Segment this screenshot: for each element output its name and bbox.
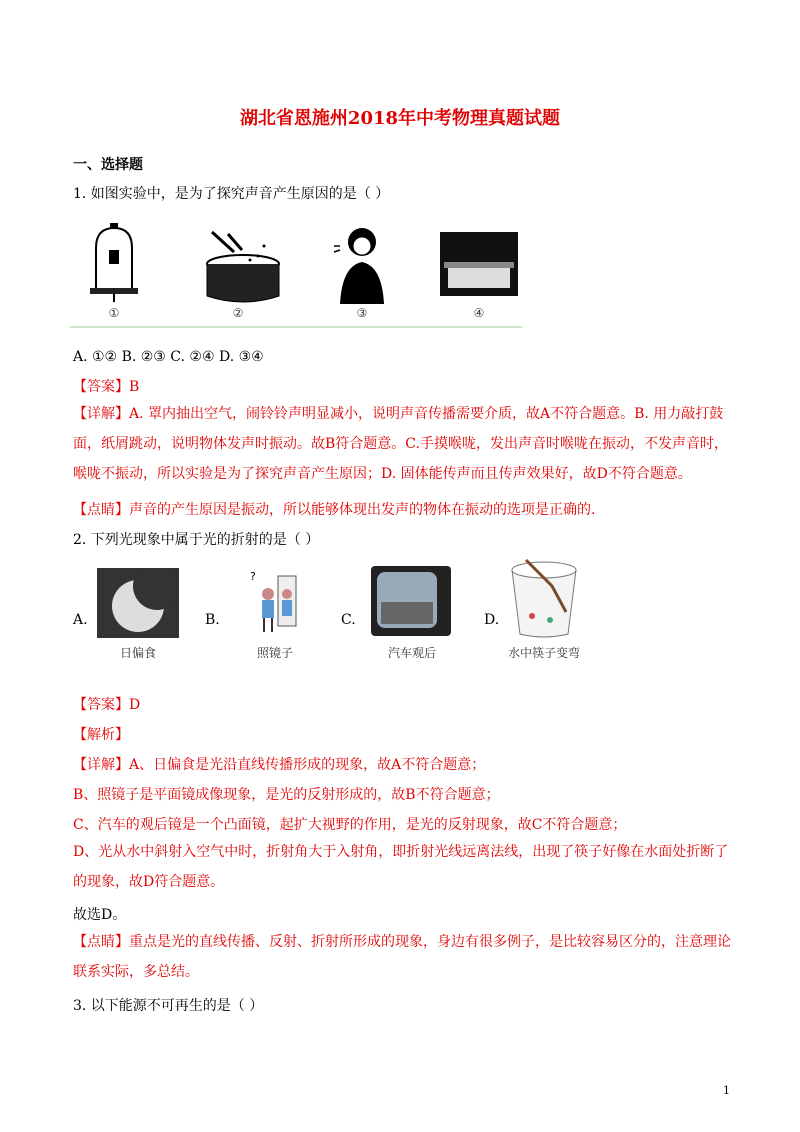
q1-stem: 1. 如图实验中，是为了探究声音产生原因的是（ ） bbox=[73, 186, 390, 202]
mirror-image bbox=[248, 568, 302, 640]
eclipse-image bbox=[97, 568, 179, 638]
section-heading: 一、选择题 bbox=[73, 157, 143, 173]
fig-label-1: ① bbox=[108, 306, 120, 320]
page-number: 1 bbox=[723, 1084, 730, 1097]
page-title: 湖北省恩施州2018年中考物理真题试题 bbox=[239, 108, 561, 129]
q2-comment: 【点睛】重点是光的直线传播、反射、折射所形成的现象，身边有很多例子，是比较容易区分的，注意理论联系实际，多总结。 bbox=[73, 934, 731, 980]
q1-answer: 【答案】B bbox=[73, 379, 140, 395]
q2-detail-b: B、照镜子是平面镜成像现象，是光的反射形成的，故B不符合题意； bbox=[73, 787, 500, 803]
q2-option-d: D. bbox=[484, 612, 500, 628]
rearview-mirror-image bbox=[371, 566, 451, 636]
q2-choice: 故选D。 bbox=[73, 907, 127, 923]
caption-mirror: 照镜子 bbox=[256, 646, 293, 660]
q2-detail-c: C、汽车的观后镜是一个凸面镜，起扩大视野的作用，是光的反射现象，故C不符合题意； bbox=[73, 817, 627, 833]
q2-option-b: B. bbox=[205, 612, 220, 628]
throat-figure bbox=[332, 222, 392, 306]
q2-detail-d: D、光从水中斜射入空气中时，折射角大于入射角，即折射光线远离法线，出现了筷子好像在水面处折断了的现象，故D符合题意。 bbox=[73, 844, 729, 890]
q3-stem: 3. 以下能源不可再生的是（ ） bbox=[73, 998, 264, 1014]
q1-comment: 【点睛】声音的产生原因是振动，所以能够体现出发声的物体在振动的选项是正确的. bbox=[73, 502, 596, 518]
table-photo bbox=[440, 232, 518, 296]
q2-stem: 2. 下列光现象中属于光的折射的是（ ） bbox=[73, 532, 320, 548]
q1-figure bbox=[70, 218, 522, 328]
fig-label-2: ② bbox=[232, 306, 244, 320]
chopstick-cup-image bbox=[506, 556, 582, 640]
svg-text:?: ? bbox=[250, 570, 256, 583]
q2-detail-a: 【详解】A、日偏食是光沿直线传播形成的现象，故A不符合题意； bbox=[73, 757, 486, 773]
fig-label-3: ③ bbox=[356, 306, 368, 320]
q1-options: A. ①② B. ②③ C. ②④ D. ③④ bbox=[73, 349, 264, 365]
drum-figure bbox=[198, 224, 288, 304]
bell-jar-figure bbox=[84, 222, 144, 304]
q1-detail: 【详解】A. 罩内抽出空气，闹铃铃声明显减小，说明声音传播需要介质，故A不符合题意。B. 用力敲打鼓面，纸屑跳动，说明物体发声时振动。故B符合题意。C.手摸喉咙，发出声音时喉咙在振动，不发声音时，喉咙不振动，所以实验是为了探究声音产生原因；D. 固体能传声而且传声效果好，故D不符合题意。 bbox=[73, 406, 728, 482]
caption-rearview: 汽车观后 bbox=[387, 646, 436, 660]
caption-eclipse: 日偏食 bbox=[119, 646, 156, 660]
q2-option-a: A. bbox=[73, 612, 88, 628]
q2-option-c: C. bbox=[341, 612, 356, 628]
q2-answer: 【答案】D bbox=[73, 697, 141, 713]
q2-analysis: 【解析】 bbox=[73, 727, 129, 743]
caption-chopsticks: 水中筷子变弯 bbox=[507, 646, 580, 660]
fig-label-4: ④ bbox=[473, 306, 485, 320]
